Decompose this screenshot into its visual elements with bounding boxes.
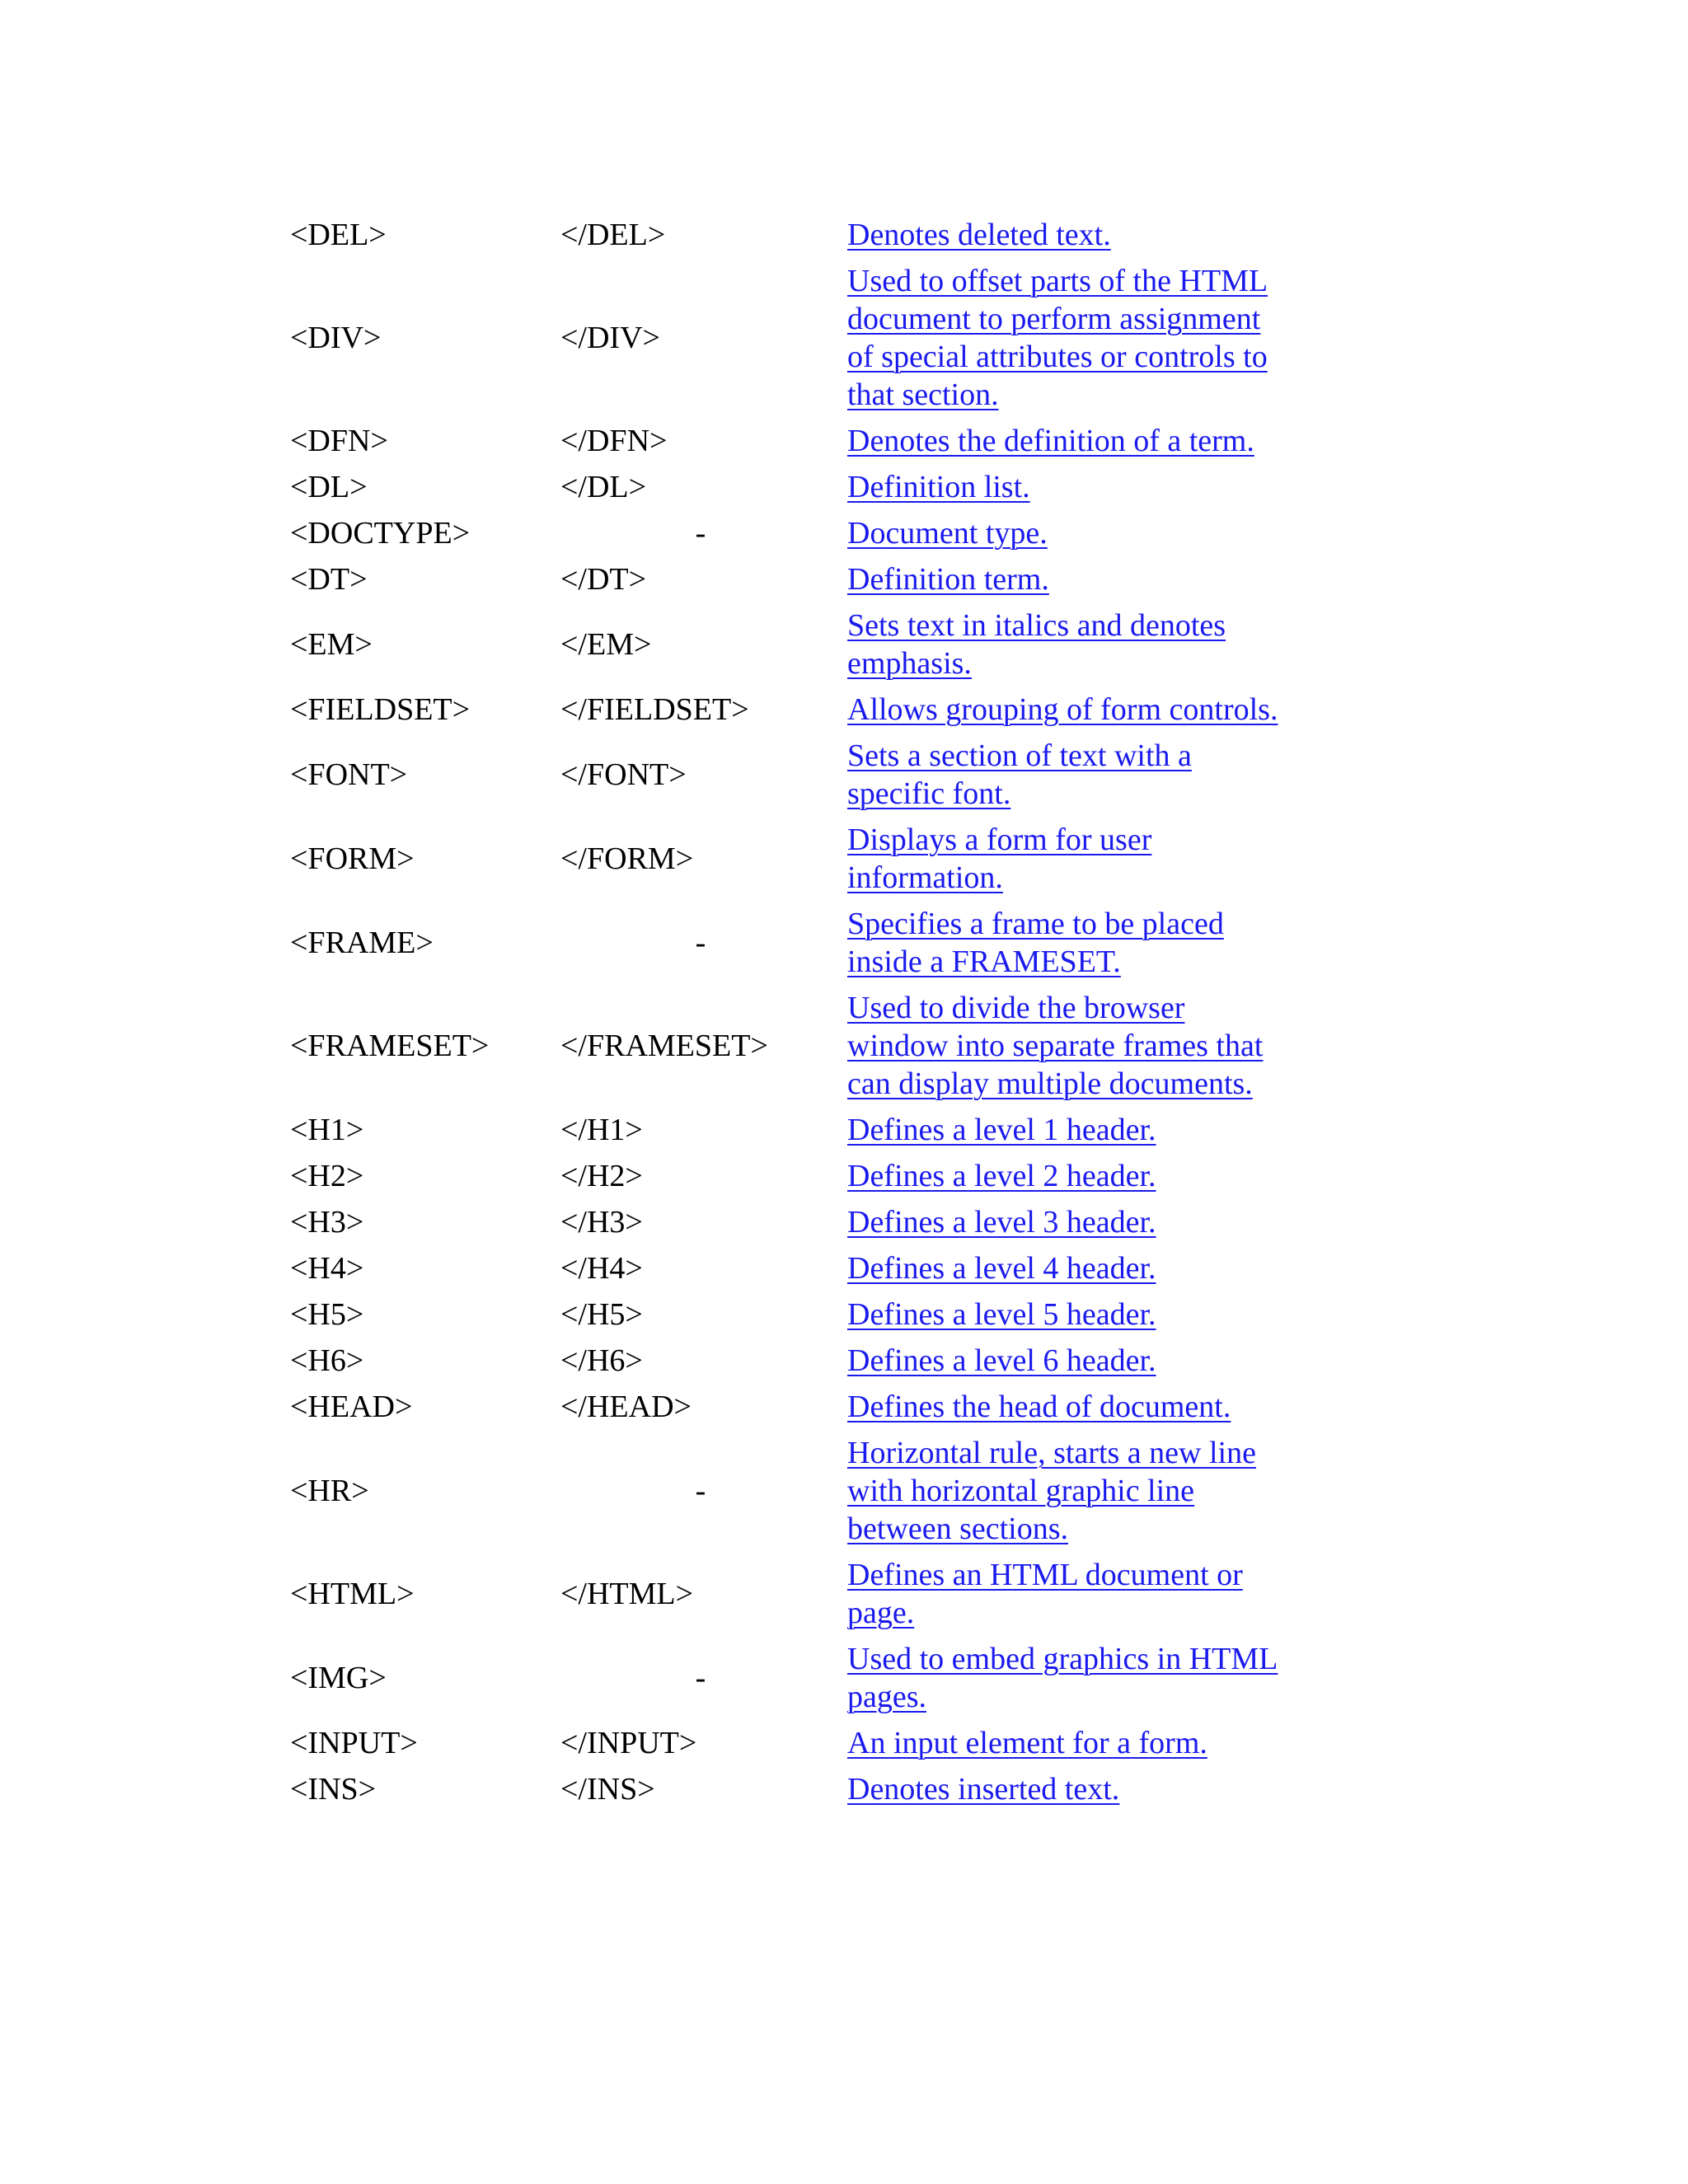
opening-tag-cell: <HR> bbox=[290, 1474, 369, 1508]
description-cell bbox=[847, 818, 1292, 902]
description-link[interactable]: Sets text in italics and denotes emphasis. bbox=[847, 608, 1226, 681]
table-row bbox=[290, 733, 1292, 818]
description-link[interactable]: Defines the head of document. bbox=[847, 1390, 1231, 1424]
table-row bbox=[290, 818, 1292, 902]
opening-tag-cell: <EM> bbox=[290, 627, 373, 662]
closing-tag-cell: </H5> bbox=[560, 1297, 643, 1332]
table-row bbox=[290, 1637, 1292, 1721]
description-link[interactable]: Denotes deleted text. bbox=[847, 218, 1111, 252]
table-row bbox=[290, 419, 1292, 465]
opening-tag-cell: <FRAMESET> bbox=[290, 1029, 490, 1063]
opening-tag-cell: <FONT> bbox=[290, 757, 408, 792]
closing-tag-cell: </INPUT> bbox=[560, 1726, 697, 1760]
opening-tag-cell: <INPUT> bbox=[290, 1726, 418, 1760]
table-row bbox=[290, 1246, 1292, 1292]
description-link[interactable]: Defines a level 4 header. bbox=[847, 1251, 1156, 1286]
description-link[interactable]: Used to embed graphics in HTML pages. bbox=[847, 1642, 1278, 1714]
closing-tag-cell: </DT> bbox=[560, 562, 647, 597]
closing-tag-cell: </FORM> bbox=[560, 841, 694, 876]
description-cell bbox=[847, 1246, 1292, 1292]
opening-tag-cell: <FORM> bbox=[290, 841, 415, 876]
description-link[interactable]: Defines a level 6 header. bbox=[847, 1343, 1156, 1378]
closing-tag-cell: </H6> bbox=[560, 1343, 643, 1378]
closing-tag-cell: - bbox=[695, 1474, 706, 1508]
html-tag-reference-table bbox=[290, 213, 1292, 1813]
closing-tag-cell: </FRAMESET> bbox=[560, 1029, 768, 1063]
description-link[interactable]: Allows grouping of form controls. bbox=[847, 692, 1278, 727]
opening-tag-cell: <H6> bbox=[290, 1343, 364, 1378]
description-cell bbox=[847, 465, 1292, 511]
table-row bbox=[290, 603, 1292, 687]
description-link[interactable]: Defines a level 2 header. bbox=[847, 1159, 1156, 1193]
description-link[interactable]: An input element for a form. bbox=[847, 1726, 1207, 1760]
opening-tag-cell: <DT> bbox=[290, 562, 368, 597]
description-cell bbox=[847, 1154, 1292, 1200]
opening-tag-cell: <DFN> bbox=[290, 424, 388, 458]
table-row bbox=[290, 1431, 1292, 1553]
table-row bbox=[290, 1385, 1292, 1431]
closing-tag-cell: </H1> bbox=[560, 1113, 643, 1147]
description-link[interactable]: Document type. bbox=[847, 516, 1048, 551]
opening-tag-cell: <H4> bbox=[290, 1251, 364, 1286]
closing-tag-cell: </H3> bbox=[560, 1205, 643, 1240]
description-cell bbox=[847, 1338, 1292, 1385]
tag-table-body bbox=[290, 213, 1292, 1813]
closing-tag-cell: </FONT> bbox=[560, 757, 687, 792]
description-cell bbox=[847, 259, 1292, 419]
closing-tag-cell: </DEL> bbox=[560, 218, 666, 252]
table-row bbox=[290, 1108, 1292, 1154]
table-row bbox=[290, 1200, 1292, 1246]
description-link[interactable]: Definition list. bbox=[847, 470, 1030, 504]
opening-tag-cell: <FIELDSET> bbox=[290, 692, 471, 727]
table-row bbox=[290, 465, 1292, 511]
closing-tag-cell: </DIV> bbox=[560, 321, 660, 355]
description-cell bbox=[847, 511, 1292, 557]
description-link[interactable]: Used to divide the browser window into separate frames that can display multiple documents. bbox=[847, 991, 1264, 1101]
description-cell bbox=[847, 1108, 1292, 1154]
closing-tag-cell: </INS> bbox=[560, 1772, 655, 1807]
description-cell bbox=[847, 213, 1292, 259]
opening-tag-cell: <DIV> bbox=[290, 321, 382, 355]
closing-tag-cell: </FIELDSET> bbox=[560, 692, 749, 727]
closing-tag-cell: - bbox=[695, 926, 706, 960]
description-cell bbox=[847, 1385, 1292, 1431]
description-cell bbox=[847, 557, 1292, 603]
closing-tag-cell: </HEAD> bbox=[560, 1390, 692, 1424]
opening-tag-cell: <DL> bbox=[290, 470, 368, 504]
description-cell bbox=[847, 687, 1292, 733]
opening-tag-cell: <DEL> bbox=[290, 218, 387, 252]
description-cell bbox=[847, 1637, 1292, 1721]
table-row bbox=[290, 1292, 1292, 1338]
closing-tag-cell: </EM> bbox=[560, 627, 652, 662]
description-link[interactable]: Defines a level 1 header. bbox=[847, 1113, 1156, 1147]
table-row bbox=[290, 986, 1292, 1108]
description-cell bbox=[847, 603, 1292, 687]
opening-tag-cell: <INS> bbox=[290, 1772, 377, 1807]
opening-tag-cell: <FRAME> bbox=[290, 926, 434, 960]
description-link[interactable]: Defines an HTML document or page. bbox=[847, 1558, 1243, 1630]
description-link[interactable]: Denotes inserted text. bbox=[847, 1772, 1120, 1807]
opening-tag-cell: <H3> bbox=[290, 1205, 364, 1240]
table-row bbox=[290, 1553, 1292, 1637]
description-cell bbox=[847, 1767, 1292, 1813]
table-row bbox=[290, 1721, 1292, 1767]
opening-tag-cell: <DOCTYPE> bbox=[290, 516, 471, 551]
table-row bbox=[290, 1338, 1292, 1385]
description-link[interactable]: Defines a level 5 header. bbox=[847, 1297, 1156, 1332]
closing-tag-cell: </DL> bbox=[560, 470, 647, 504]
description-link[interactable]: Sets a section of text with a specific font. bbox=[847, 738, 1192, 811]
description-link[interactable]: Definition term. bbox=[847, 562, 1049, 597]
description-cell bbox=[847, 1431, 1292, 1553]
table-row bbox=[290, 511, 1292, 557]
description-cell bbox=[847, 1292, 1292, 1338]
description-cell bbox=[847, 1721, 1292, 1767]
description-cell bbox=[847, 1200, 1292, 1246]
closing-tag-cell: </HTML> bbox=[560, 1577, 694, 1611]
description-link[interactable]: Horizontal rule, starts a new line with horizontal graphic line between sections. bbox=[847, 1436, 1256, 1546]
description-cell bbox=[847, 986, 1292, 1108]
description-link[interactable]: Denotes the definition of a term. bbox=[847, 424, 1254, 458]
opening-tag-cell: <H5> bbox=[290, 1297, 364, 1332]
opening-tag-cell: <HTML> bbox=[290, 1577, 415, 1611]
table-row bbox=[290, 687, 1292, 733]
description-link[interactable]: Used to offset parts of the HTML document to perform assignment of special attributes or controls to that section. bbox=[847, 264, 1268, 412]
closing-tag-cell: - bbox=[695, 1661, 706, 1695]
table-row bbox=[290, 1154, 1292, 1200]
description-link[interactable]: Displays a form for user information. bbox=[847, 823, 1152, 895]
description-cell bbox=[847, 1553, 1292, 1637]
opening-tag-cell: <H2> bbox=[290, 1159, 364, 1193]
opening-tag-cell: <H1> bbox=[290, 1113, 364, 1147]
table-row bbox=[290, 213, 1292, 259]
opening-tag-cell: <IMG> bbox=[290, 1661, 387, 1695]
table-row bbox=[290, 557, 1292, 603]
table-row bbox=[290, 902, 1292, 986]
closing-tag-cell: </DFN> bbox=[560, 424, 668, 458]
description-link[interactable]: Defines a level 3 header. bbox=[847, 1205, 1156, 1240]
table-row bbox=[290, 259, 1292, 419]
closing-tag-cell: </H2> bbox=[560, 1159, 643, 1193]
description-cell bbox=[847, 733, 1292, 818]
opening-tag-cell: <HEAD> bbox=[290, 1390, 413, 1424]
description-cell bbox=[847, 902, 1292, 986]
closing-tag-cell: - bbox=[695, 516, 706, 551]
description-link[interactable]: Specifies a frame to be placed inside a FRAMESET. bbox=[847, 907, 1224, 979]
closing-tag-cell: </H4> bbox=[560, 1251, 643, 1286]
table-row bbox=[290, 1767, 1292, 1813]
description-cell bbox=[847, 419, 1292, 465]
